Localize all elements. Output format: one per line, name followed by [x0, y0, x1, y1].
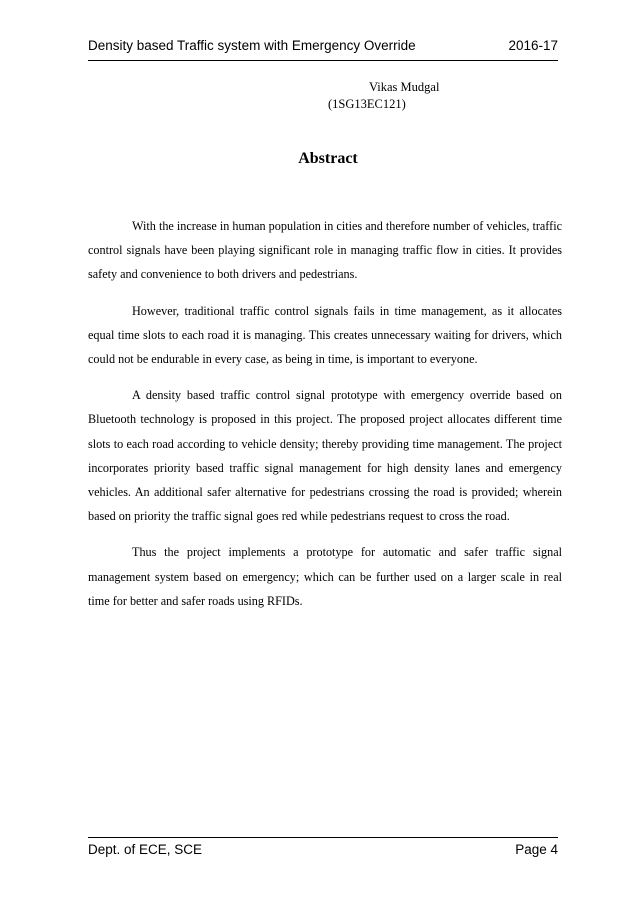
abstract-heading-text: Abstract [298, 150, 358, 167]
footer-page-number: Page 4 [515, 842, 558, 857]
page-header [88, 38, 558, 61]
abstract-heading [0, 150, 638, 168]
footer-dept: Dept. of ECE, SCE [88, 842, 203, 857]
page-footer [88, 837, 558, 861]
abstract-body [88, 214, 562, 625]
abstract-paragraph: With the increase in human population in cities and therefore number of vehicles, traffic control signals have been playing significant role in managing traffic flow in cities. It provides safety and convenience to both drivers and pedestrians. [88, 219, 562, 282]
abstract-paragraph: However, traditional traffic control signals fails in time management, as it allocates equal time slots to each road it is managing. This creates unnecessary waiting for drivers, which could not be endurable in every case, as being in time, is important to everyone. [88, 303, 562, 367]
header-title: Density based Traffic system with Emergency Override [88, 38, 416, 53]
header-year: 2016-17 [508, 38, 558, 53]
author-name: Vikas Mudgal [369, 80, 440, 94]
author-usn: (1SG13EC121) [328, 97, 406, 111]
abstract-paragraph: A density based traffic control signal prototype with emergency override based on Bluetooth technology is proposed in this project. The proposed project allocates different time slots to each road according to vehicle density; thereby providing time management. The project incorporates priority based traffic signal management for high density lanes and emergency vehicles. An additional safer alternative for pedestrians crossing the road is provided; wherein based on priority the traffic signal goes red while pedestrians request to cross the road. [88, 388, 562, 524]
abstract-paragraph: Thus the project implements a prototype for automatic and safer traffic signal management system based on emergency; which can be further used on a larger scale in real time for better and safer roads using RFIDs. [88, 545, 562, 608]
